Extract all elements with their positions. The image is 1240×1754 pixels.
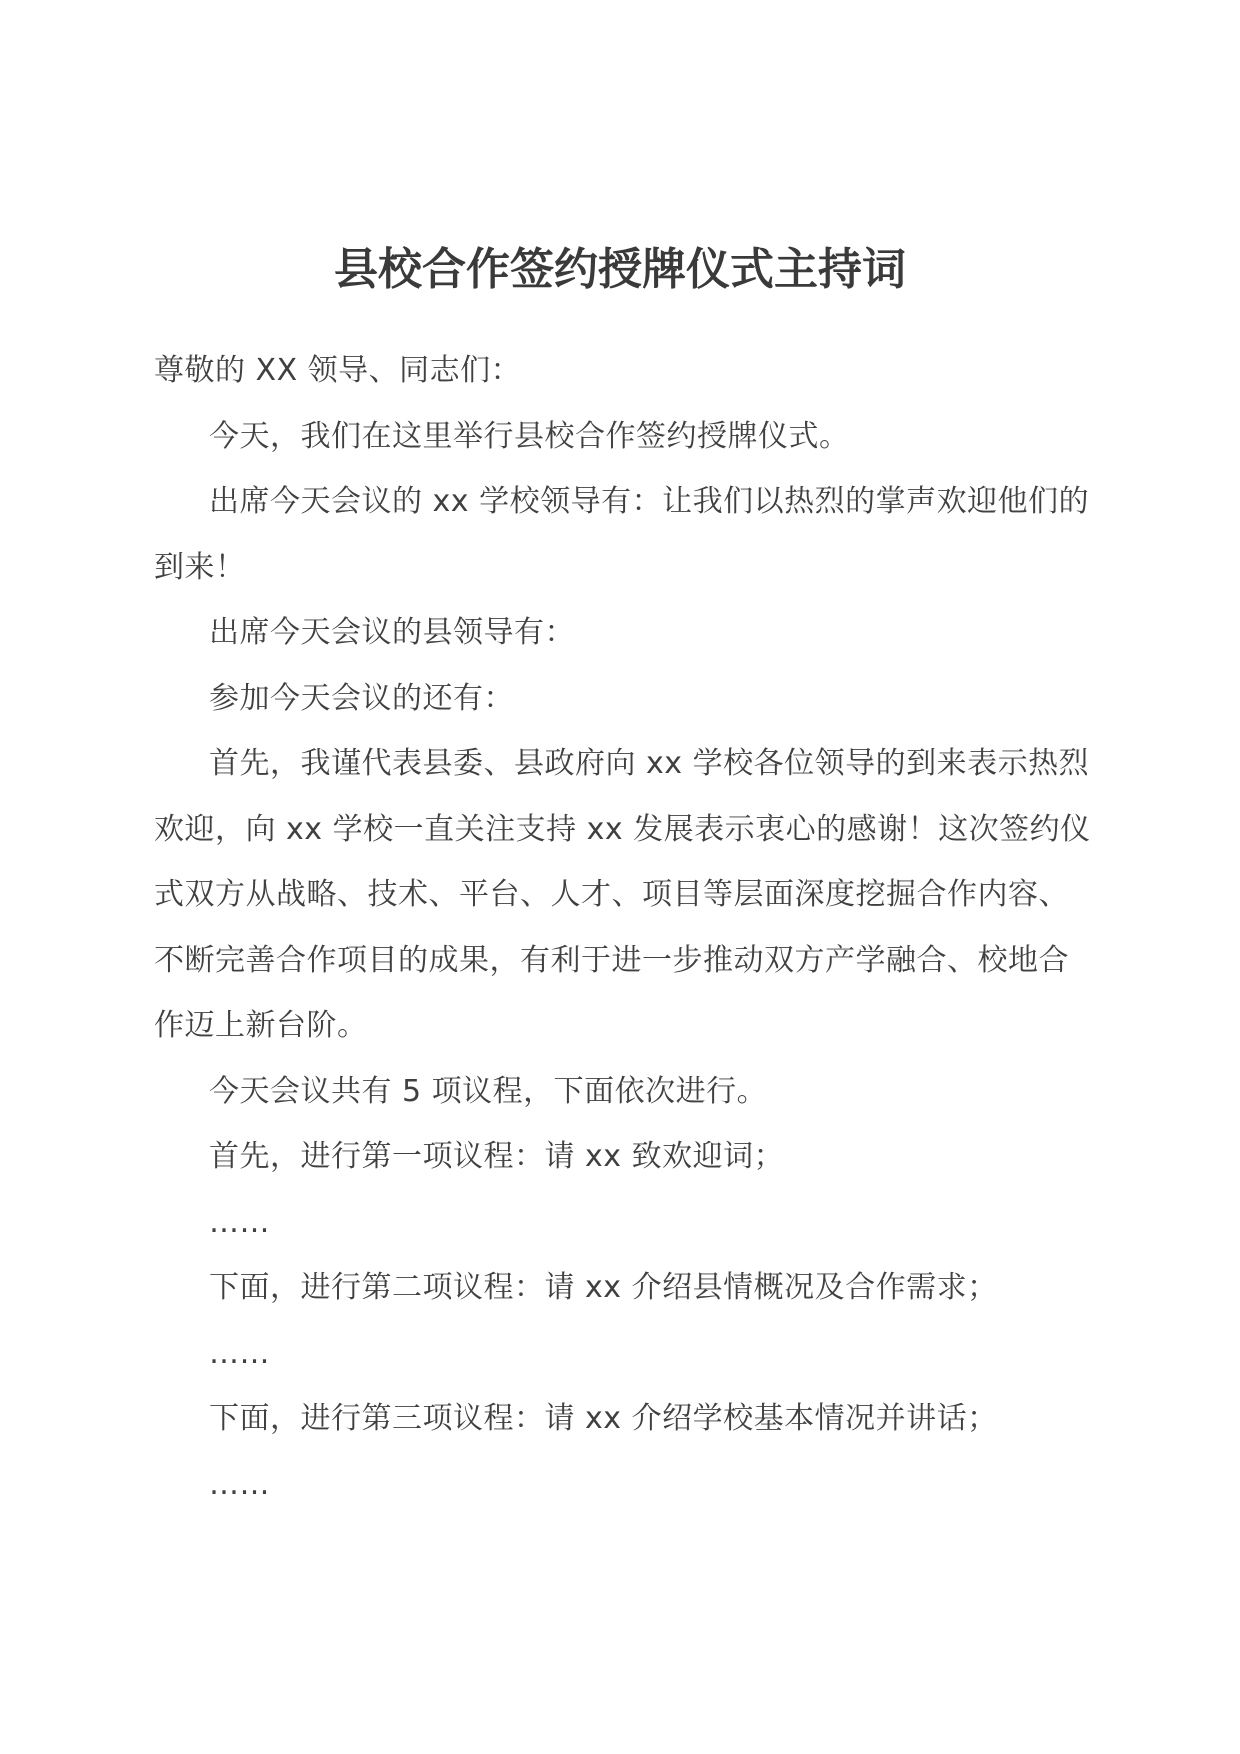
paragraph-attendees: 参加今天会议的还有：: [209, 680, 514, 716]
ellipsis-1: ……: [209, 1204, 270, 1240]
paragraph-county-leaders: 出席今天会议的县领导有：: [209, 615, 575, 650]
paragraph-welcome: 首先，我谨代表县委、县政府向 xx 学校各位领导的到来表示热烈欢迎，向 xx 学校一直关注支持 xx 发展表示衷心的感谢！这次签约仪式双方从战略、技术、平台、人才、项目等层面深度挖掘合作内容、不断完善合作项目的成果，有利于进一步推动双方产学融合、校地合作迈上新台阶。: [154, 746, 1091, 1043]
agenda-item-1: 首先，进行第一项议程：请 xx 致欢迎词；: [209, 1139, 785, 1174]
paragraph-opening: 今天，我们在这里举行县校合作签约授牌仪式。: [209, 418, 850, 454]
document-title: 县校合作签约授牌仪式主持词: [334, 244, 906, 295]
paragraph-school-leaders: 出席今天会议的 xx 学校领导有：让我们以热烈的掌声欢迎他们的到来！: [154, 484, 1090, 585]
paragraph-agenda-intro: 今天会议共有 5 项议程，下面依次进行。: [209, 1073, 768, 1109]
agenda-item-2: 下面，进行第二项议程：请 xx 介绍县情概况及合作需求；: [209, 1270, 998, 1305]
salutation: 尊敬的 XX 领导、同志们：: [154, 353, 522, 388]
ellipsis-3: ……: [209, 1466, 270, 1502]
ellipsis-2: ……: [209, 1335, 270, 1371]
document-body: [154, 338, 1094, 1517]
agenda-item-3: 下面，进行第三项议程：请 xx 介绍学校基本情况并讲话；: [209, 1401, 998, 1436]
